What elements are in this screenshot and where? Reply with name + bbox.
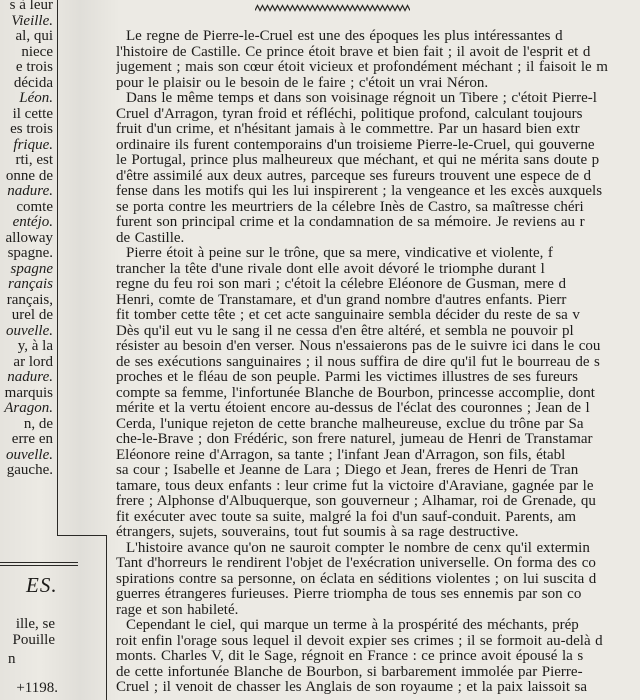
margin-note-line: Vieille. xyxy=(11,12,53,29)
text-line: roit enfin l'orage sous lequel il devoit expier ses crimes ; il se formoit au-delà d xyxy=(116,632,603,649)
margin-note-line: spagne. xyxy=(7,245,53,261)
text-line: rage et son habileté. xyxy=(116,601,239,618)
margin-box-line: n xyxy=(8,651,16,667)
main-text-column xyxy=(116,29,640,700)
text-line: ordinaire ils furent contemporains d'un troisieme Pierre-le-Cruel, qui gouverne xyxy=(116,136,595,153)
margin-note-line: s à leur xyxy=(9,0,53,13)
text-line: L'histoire avance qu'on ne sauroit compter le nombre de cenx qu'il extermin xyxy=(126,539,590,556)
text-line: proches et le fléau de son peuple. Parmi les victimes illustres de ses fureurs xyxy=(116,369,578,385)
text-line: tamare, tous deux enfants : leur crime fut la victoire d'Araviane, gagnée par le xyxy=(116,477,594,494)
margin-note-line: spagne xyxy=(10,260,53,277)
margin-note-line: onne de xyxy=(5,167,53,184)
text-line: mérite et la vertu étoient encore au-dessus de l'éclat des couronnes ; Jean de l xyxy=(116,400,590,416)
margin-note-line: ar lord xyxy=(13,353,53,370)
margin-note-line: Aragon. xyxy=(4,400,53,416)
text-line: jugement ; mais son cœur étoit vicieux et profondément méchant ; il faisoit le m xyxy=(116,59,608,75)
text-line: fruit d'un crime, et n'hésitant jamais à le commettre. Par un hasard bien extr xyxy=(116,121,580,137)
margin-note-line: il cette xyxy=(12,105,53,122)
margin-note-line: décida xyxy=(13,74,53,91)
text-line: Pierre étoit à peine sur le trône, que sa mere, vindicative et violente, f xyxy=(126,245,553,261)
margin-note-line: rançais, xyxy=(6,291,53,308)
margin-note-line: frique. xyxy=(13,136,53,153)
text-line: Cerda, l'unique rejeton de cette branche malheureuse, exclue du trône par Sa xyxy=(116,415,584,432)
text-line: Cruel d'Arragon, tyran froid et réfléchi, politique profond, calculant toujours xyxy=(116,105,583,122)
text-line: Dès qu'il eut vu le sang il ne cessa d'en être altéré, et sembla ne pouvoir pl xyxy=(116,322,574,339)
text-line: fense dans les motifs qui les lui inspirerent ; la vengeance et les excès auxquels xyxy=(116,183,603,199)
text-line: fit tomber cette tête ; et cet acte sanguinaire sembla décider du reste de sa v xyxy=(116,307,580,323)
text-line: Cruel ; il venoit de chasser les Anglais de son royaume ; et la paix laissoit sa xyxy=(116,679,588,695)
text-line: d'être assimilé aux deux autres, parceque ses fureurs trouvent une espece de d xyxy=(116,167,592,184)
text-line: furent son principal crime et la condamnation de sa mémoire. Je reviens au r xyxy=(116,214,585,230)
margin-note-line: rti, est xyxy=(15,152,53,168)
text-line: Henri, comte de Transtamare, et d'un grand nombre d'autres enfants. Pierr xyxy=(116,291,567,308)
text-line: trancher la tête d'une rivale dont elle avoit dévoré le triomphe durant l xyxy=(116,260,545,277)
margin-note-line: n, de xyxy=(23,415,53,432)
margin-box-line: Pouille xyxy=(12,632,55,648)
text-line: sa cour ; Isabelle et Jeanne de Lara ; Diego et Jean, freres de Henri de Tran xyxy=(116,462,579,478)
text-line: Tant d'horreurs le rendirent l'objet de l'exécration universelle. On forma des co xyxy=(116,555,596,571)
text-line: le Portugal, prince plus malheureux que méchant, et qui ne mérita sans doute p xyxy=(116,152,600,168)
text-line: pour le plaisir ou le besoin de le faire ; c'étoit un vrai Néron. xyxy=(116,74,489,91)
text-line: compte sa femme, l'infortunée Blanche de Bourbon, princesse accomplie, dont xyxy=(116,384,595,401)
margin-box-heading: ES. xyxy=(26,573,58,597)
frame-rule xyxy=(106,535,107,700)
text-line: Dans le même temps et dans son voisinage régnoit un Tibere ; c'étoit Pierre-l xyxy=(126,90,597,106)
margin-note-line: niece xyxy=(21,43,53,60)
text-line: de cette infortunée Blanche de Bourbon, si barbarement immolée par Pierre- xyxy=(116,663,583,680)
margin-note-line: al, qui xyxy=(15,28,53,44)
margin-note-line: comte xyxy=(16,198,53,215)
margin-note-line: urel de xyxy=(11,307,53,323)
text-line: monts. Charles V, dit le Sage, régnoit en France : ce prince avoit épousé la s xyxy=(116,648,584,664)
column-rule xyxy=(57,0,58,535)
text-line: étrangers, sujets, souverains, tout fut soumis à sa rage destructive. xyxy=(116,524,519,540)
margin-note-line: erre en xyxy=(11,431,53,447)
text-line: se porta contre les meurtriers de la célebre Inès de Castro, sa maîtresse chéri xyxy=(116,198,584,215)
margin-note-line: ouvelle. xyxy=(5,446,53,463)
text-line: de Castille. xyxy=(116,229,185,246)
text-line: spirations contre sa personne, on éclata en séditions violentes ; on lui suscita d xyxy=(116,570,597,587)
frame-rule xyxy=(57,535,107,536)
text-line: regne du feu roi son mari ; c'étoit la célebre Eléonore de Gusman, mere d xyxy=(116,276,566,292)
text-line: fit exécuter avec toute sa suite, malgré la foi d'un sauf-conduit. Parents, am xyxy=(116,508,577,525)
text-line: l'histoire de Castille. Ce prince étoit brave et bien fait ; il avoit de l'esprit et d xyxy=(116,43,591,60)
margin-note-line: nadure. xyxy=(7,183,53,199)
margin-note-line: entéjo. xyxy=(12,214,53,230)
text-line: frere ; Alphonse d'Albuquerque, son gouverneur ; Alhamar, roi de Grenade, qu xyxy=(116,493,596,509)
margin-note-line: es trois xyxy=(10,121,53,137)
margin-box-line: ille, se xyxy=(15,616,55,632)
wavy-rule-ornament-icon xyxy=(255,3,410,13)
facing-page-margin-column xyxy=(0,0,53,498)
margin-note-line: nadure. xyxy=(7,369,53,385)
text-line: Eléonore reine d'Arragon, sa tante ; l'infant Jean d'Arragon, son fils, établ xyxy=(116,446,566,463)
double-rule xyxy=(0,562,78,566)
text-line: che-le-Brave ; don Frédéric, son frere naturel, jumeau de Henri de Transtamar xyxy=(116,431,593,447)
margin-note-line: y, à la xyxy=(17,338,53,354)
text-line: de ses exécutions sanguinaires ; il nous suffira de dire qu'il fut le bourreau de s xyxy=(116,353,600,370)
text-line: guerres étrangeres furieuses. Pierre triompha de tous ses ennemis par son co xyxy=(116,586,582,602)
margin-note-line: gauche. xyxy=(6,462,53,478)
margin-note-line: Léon. xyxy=(19,90,53,106)
margin-note-line: ouvelle. xyxy=(5,322,53,339)
margin-box-date: +1198. xyxy=(16,680,58,696)
margin-note-line: marquis xyxy=(4,384,53,401)
text-line: Cependant le ciel, qui marque un terme à la prospérité des méchants, prép xyxy=(126,617,579,633)
margin-note-line: rançais xyxy=(8,276,53,292)
margin-note-line: e trois xyxy=(15,59,53,75)
margin-note-line: alloway xyxy=(5,229,53,246)
text-line: Le regne de Pierre-le-Cruel est une des époques les plus intéressantes d xyxy=(126,29,563,44)
text-line: résister au besoin d'en verser. Nous n'essaierons pas de le suivre ici dans le cou xyxy=(116,338,601,354)
